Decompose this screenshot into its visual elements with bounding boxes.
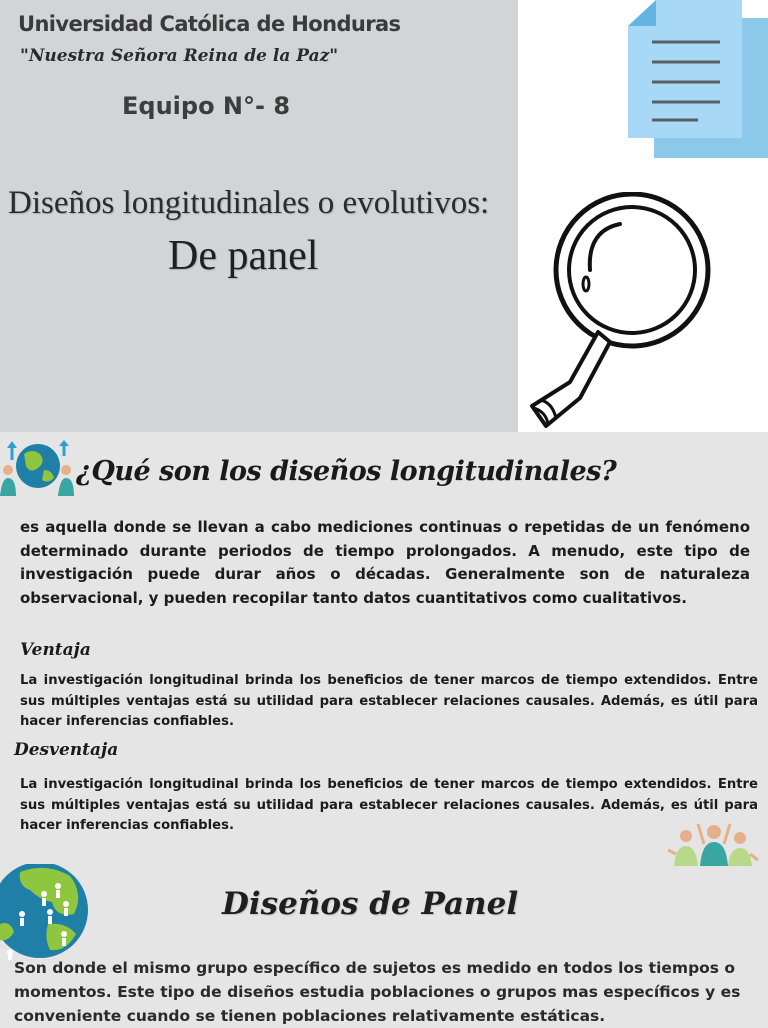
document-icon [626, 0, 768, 160]
section-heading-panel: Diseños de Panel [222, 886, 519, 922]
team-number: Equipo N°- 8 [122, 92, 291, 120]
team-icon [664, 820, 760, 868]
panel-paragraph: Son donde el mismo grupo específico de sujetos es medido en todos los tiempos o momentos. Este tipo de diseños estudia poblaciones o grupos mas específicos y es conveniente cuando se tienen poblaciones relativamente estáticas. [14, 959, 741, 1025]
page-title: Diseños longitudinales o evolutivos: [8, 185, 490, 221]
advantage-heading: Ventaja [20, 640, 91, 660]
definition-paragraph: es aquella donde se llevan a cabo mediciones continuas o repetidas de un fenómeno determinado durante periodos de tiempo prolongados. A menudo, este tipo de investigación puede durar años o décadas. Generalmente son de naturaleza observacional, y pueden recopilar tanto datos cuantitativos como cualitativos. [20, 518, 750, 607]
university-motto: "Nuestra Señora Reina de la Paz" [20, 46, 339, 66]
advantage-paragraph: La investigación longitudinal brinda los beneficios de tener marcos de tiempo extendidos. Entre sus múltiples ventajas está su utilidad para establecer relaciones causales. Además, es útil para hacer inferencias confiables. [20, 673, 758, 729]
magnifying-glass-icon [528, 192, 718, 434]
university-name: Universidad Católica de Honduras [18, 12, 401, 36]
page-subtitle: De panel [168, 233, 319, 279]
people-globe-icon [0, 440, 76, 500]
disadvantage-heading: Desventaja [14, 740, 119, 760]
disadvantage-paragraph: La investigación longitudinal brinda los beneficios de tener marcos de tiempo extendidos. Entre sus múltiples ventajas está su utilidad para establecer relaciones causales. Además, es útil para hacer inferencias confiables. [20, 777, 758, 833]
section-heading-longitudinal: ¿Qué son los diseños longitudinales? [76, 456, 617, 487]
globe-people-icon [0, 864, 90, 960]
